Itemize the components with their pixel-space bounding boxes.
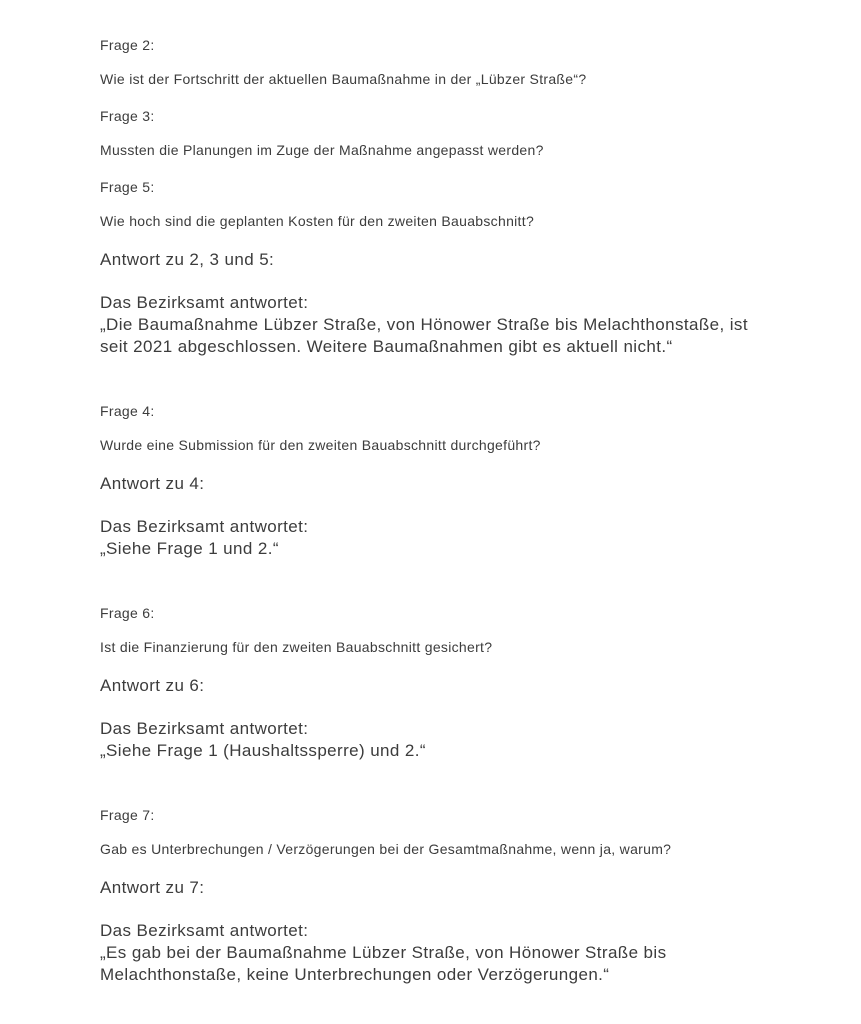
answer-heading: Antwort zu 2, 3 und 5: (100, 250, 275, 269)
question-text: Mussten die Planungen im Zuge der Maßnahme angepasst werden? (100, 142, 544, 158)
question-label: Frage 5: (100, 179, 155, 195)
question-text: Gab es Unterbrechungen / Verzögerungen bei der Gesamtmaßnahme, wenn ja, warum? (100, 841, 672, 857)
answer-quote-line: „Siehe Frage 1 (Haushaltssperre) und 2.“ (100, 741, 426, 760)
qa-section (100, 402, 791, 560)
question-text: Wie hoch sind die geplanten Kosten für den zweiten Bauabschnitt? (100, 213, 535, 229)
answer-quote-line: „Es gab bei der Baumaßnahme Lübzer Straße, von Hönower Straße bis (100, 943, 667, 962)
answer-intro: Das Bezirksamt antwortet: (100, 517, 309, 536)
question-label: Frage 6: (100, 605, 155, 621)
answer-quote-line: „Die Baumaßnahme Lübzer Straße, von Hönower Straße bis Melachthonstaße, ist (100, 315, 748, 334)
answer-quote-line: Melachthonstaße, keine Unterbrechungen oder Verzögerungen.“ (100, 965, 610, 984)
answer-body (100, 920, 791, 986)
answer-intro: Das Bezirksamt antwortet: (100, 921, 309, 940)
question-label: Frage 4: (100, 403, 155, 419)
question-label: Frage 3: (100, 108, 155, 124)
answer-body (100, 718, 791, 762)
question-text: Ist die Finanzierung für den zweiten Bauabschnitt gesichert? (100, 639, 493, 655)
answer-quote-line: „Siehe Frage 1 und 2.“ (100, 539, 279, 558)
answer-heading: Antwort zu 4: (100, 474, 205, 493)
qa-section (100, 806, 791, 986)
question-label: Frage 7: (100, 807, 155, 823)
question-label: Frage 2: (100, 37, 155, 53)
answer-heading: Antwort zu 7: (100, 878, 205, 897)
answer-intro: Das Bezirksamt antwortet: (100, 293, 309, 312)
answer-body (100, 292, 791, 358)
qa-section (100, 36, 791, 358)
question-text: Wurde eine Submission für den zweiten Bauabschnitt durchgeführt? (100, 437, 541, 453)
answer-body (100, 516, 791, 560)
qa-section (100, 604, 791, 762)
answer-quote-line: seit 2021 abgeschlossen. Weitere Baumaßnahmen gibt es aktuell nicht.“ (100, 337, 673, 356)
question-text: Wie ist der Fortschritt der aktuellen Baumaßnahme in der „Lübzer Straße“? (100, 71, 587, 87)
answer-intro: Das Bezirksamt antwortet: (100, 719, 309, 738)
answer-heading: Antwort zu 6: (100, 676, 205, 695)
